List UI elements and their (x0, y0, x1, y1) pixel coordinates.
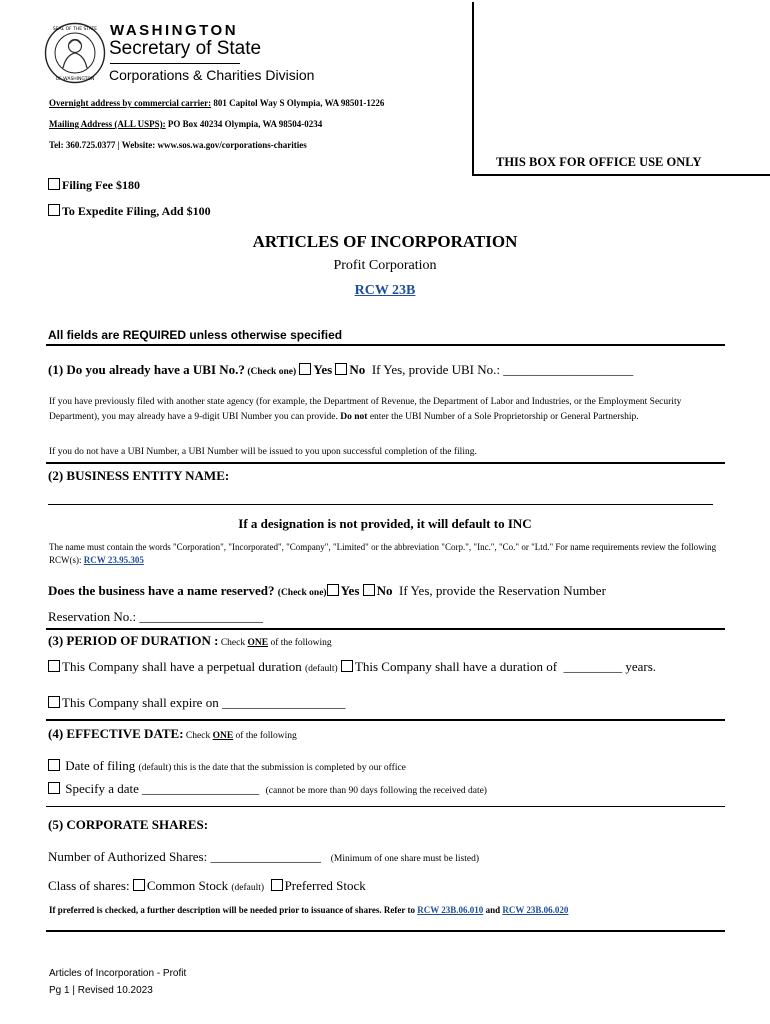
name-reserved-check-one: (Check one) (277, 588, 327, 598)
preferred-note-text: If preferred is checked, a further description will be needed prior to issuance of shares. Refer to (49, 905, 418, 915)
expedite-row (48, 204, 211, 219)
rule-5 (46, 806, 725, 807)
reserved-no-label: No (376, 583, 393, 598)
class-of-shares-label: Class of shares: (48, 878, 130, 893)
preferred-stock-checkbox[interactable] (271, 879, 283, 891)
authorized-shares-row (48, 849, 479, 865)
entity-name-label: (2) BUSINESS ENTITY NAME: (48, 468, 230, 483)
header-divider (110, 63, 240, 64)
perpetual-default: (default) (304, 664, 338, 674)
common-stock-checkbox[interactable] (133, 879, 145, 891)
ubi-no-checkbox[interactable] (335, 363, 347, 375)
ubi-yes-label: Yes (313, 362, 333, 377)
name-requirements-note (49, 541, 719, 567)
effective-date-header (48, 726, 297, 742)
form-title: ARTICLES OF INCORPORATION (252, 232, 518, 251)
office-use-label: THIS BOX FOR OFFICE USE ONLY (496, 155, 702, 169)
svg-text:SEAL OF THE STATE: SEAL OF THE STATE (52, 27, 98, 32)
footer-doc-name: Articles of Incorporation - Profit (49, 968, 187, 979)
duration-one: ONE (247, 638, 269, 648)
ubi-check-one: (Check one) (244, 367, 297, 377)
perpetual-label: This Company shall have a perpetual duration (62, 659, 302, 674)
header-office: Secretary of State (109, 38, 262, 59)
rcw-23b-link[interactable]: RCW 23B (354, 283, 416, 298)
duration-years-checkbox[interactable] (341, 660, 353, 672)
reserved-if-yes-label: If Yes, provide the Reservation Number (399, 583, 606, 598)
preferred-note (49, 905, 568, 915)
rule-2 (46, 462, 725, 464)
ubi-number-field[interactable]: ____________________ (503, 362, 634, 377)
rcw-link-row (0, 283, 770, 299)
reserved-yes-checkbox[interactable] (327, 584, 339, 596)
expedite-checkbox[interactable] (48, 204, 60, 216)
mailing-address (49, 119, 322, 129)
designation-note: If a designation is not provided, it will default to INC (238, 516, 532, 531)
date-of-filing-row (48, 758, 406, 774)
rcw-23b-06-010-link[interactable]: RCW 23B.06.010 (417, 905, 484, 915)
filing-fee-row (48, 178, 140, 193)
effective-of-following: of the following (233, 731, 297, 741)
name-requirements-text: The name must contain the words "Corporation", "Incorporated", "Company", "Limited" or the abbreviation "Corp.", "Inc.", "Co." or "Ltd." For name requirements review the following RCW(s): (49, 542, 717, 565)
filing-fee-label: Filing Fee $180 (62, 178, 140, 192)
contact-info: Tel: 360.725.0377 | Website: www.sos.wa.gov/corporations-charities (49, 140, 307, 150)
header-division: Corporations & Charities Division (109, 67, 315, 83)
header-state: WASHINGTON (110, 22, 239, 39)
mailing-label: Mailing Address (ALL USPS): (49, 119, 166, 129)
expedite-label: To Expedite Filing, Add $100 (62, 204, 211, 218)
duration-years-label: This Company shall have a duration of (354, 659, 558, 674)
form-subtitle: Profit Corporation (333, 258, 437, 273)
overnight-label: Overnight address by commercial carrier: (49, 98, 212, 108)
rcw-23-95-305-link[interactable]: RCW 23.95.305 (83, 555, 144, 565)
specify-date-row (48, 781, 487, 797)
rule-1 (46, 344, 725, 346)
ubi-paragraph-2: If you do not have a UBI Number, a UBI Number will be issued to you upon successful completion of the filing. (49, 447, 477, 457)
specify-date-checkbox[interactable] (48, 782, 60, 794)
required-note: All fields are REQUIRED unless otherwise specified (48, 328, 343, 342)
duration-options-row (48, 659, 656, 675)
expire-date-field[interactable]: ___________________ (221, 695, 346, 710)
preferred-stock-label: Preferred Stock (284, 878, 366, 893)
reservation-label: Reservation No.: (48, 609, 137, 624)
state-seal (44, 22, 106, 84)
overnight-value: 801 Capitol Way S Olympia, WA 98501-1226 (211, 98, 385, 108)
ubi-no-label: No (349, 362, 366, 377)
date-of-filing-checkbox[interactable] (48, 759, 60, 771)
rcw-23b-06-020-link[interactable]: RCW 23B.06.020 (502, 905, 569, 915)
rule-6 (46, 930, 725, 932)
ubi-para-text-a: If you have previously filed with another state agency (for example, the Department of Revenue, the Department of Labor and Industries, or the Employment Security Department), you may already have a 9-digit UBI Number you can provide. (49, 397, 682, 422)
specify-date-label: Specify a date (65, 781, 139, 796)
svg-text:OF WASHINGTON: OF WASHINGTON (55, 77, 95, 82)
class-of-shares-row (48, 878, 366, 894)
mailing-value: PO Box 40234 Olympia, WA 98504-0234 (165, 119, 323, 129)
years-label: years. (625, 659, 657, 674)
expire-label: This Company shall expire on (62, 695, 219, 710)
duration-years-field[interactable]: _________ (563, 659, 623, 674)
specify-date-field[interactable]: __________________ (142, 781, 260, 796)
overnight-address (49, 98, 384, 108)
duration-check: Check (218, 638, 248, 648)
authorized-shares-field[interactable]: _________________ (210, 849, 321, 864)
reserved-yes-label: Yes (340, 583, 360, 598)
common-stock-label: Common Stock (146, 878, 229, 893)
duration-header (48, 633, 332, 649)
reservation-row (48, 609, 263, 625)
authorized-shares-note: (Minimum of one share must be listed) (330, 854, 479, 864)
footer-page-info: Pg 1 | Revised 10.2023 (49, 985, 153, 996)
ubi-yes-checkbox[interactable] (299, 363, 311, 375)
effective-one: ONE (212, 731, 234, 741)
common-stock-default: (default) (231, 883, 265, 893)
effective-date-label: (4) EFFECTIVE DATE: (48, 726, 184, 741)
entity-name-field[interactable] (48, 503, 713, 505)
preferred-note-and: and (483, 905, 503, 915)
ubi-paragraph-1 (49, 395, 719, 425)
filing-fee-checkbox[interactable] (48, 178, 60, 190)
date-of-filing-note: (default) this is the date that the submission is completed by our office (138, 763, 406, 773)
ubi-question-label: (1) Do you already have a UBI No.? (48, 362, 245, 377)
shares-label: (5) CORPORATE SHARES: (48, 817, 209, 832)
reserved-no-checkbox[interactable] (363, 584, 375, 596)
name-reserved-question: Does the business have a name reserved? (48, 583, 275, 598)
expire-row (48, 695, 345, 711)
specify-date-note: (cannot be more than 90 days following the received date) (265, 786, 487, 796)
ubi-if-yes-label: If Yes, provide UBI No.: (371, 362, 501, 377)
name-reserved-row (48, 583, 606, 599)
ubi-para-bold: Do not (340, 412, 368, 422)
duration-label: (3) PERIOD OF DURATION : (48, 633, 219, 648)
ubi-question-row (48, 362, 633, 378)
rule-3 (46, 628, 725, 630)
authorized-shares-label: Number of Authorized Shares: (48, 849, 208, 864)
perpetual-checkbox[interactable] (48, 660, 60, 672)
effective-check: Check (183, 731, 213, 741)
date-of-filing-label: Date of filing (65, 758, 136, 773)
reservation-field[interactable]: ___________________ (139, 609, 263, 624)
ubi-para-text-b: enter the UBI Number of a Sole Proprietorship or General Partnership. (367, 412, 639, 422)
office-use-box (472, 2, 770, 176)
rule-4 (46, 719, 725, 721)
expire-checkbox[interactable] (48, 696, 60, 708)
duration-of-following: of the following (268, 638, 332, 648)
